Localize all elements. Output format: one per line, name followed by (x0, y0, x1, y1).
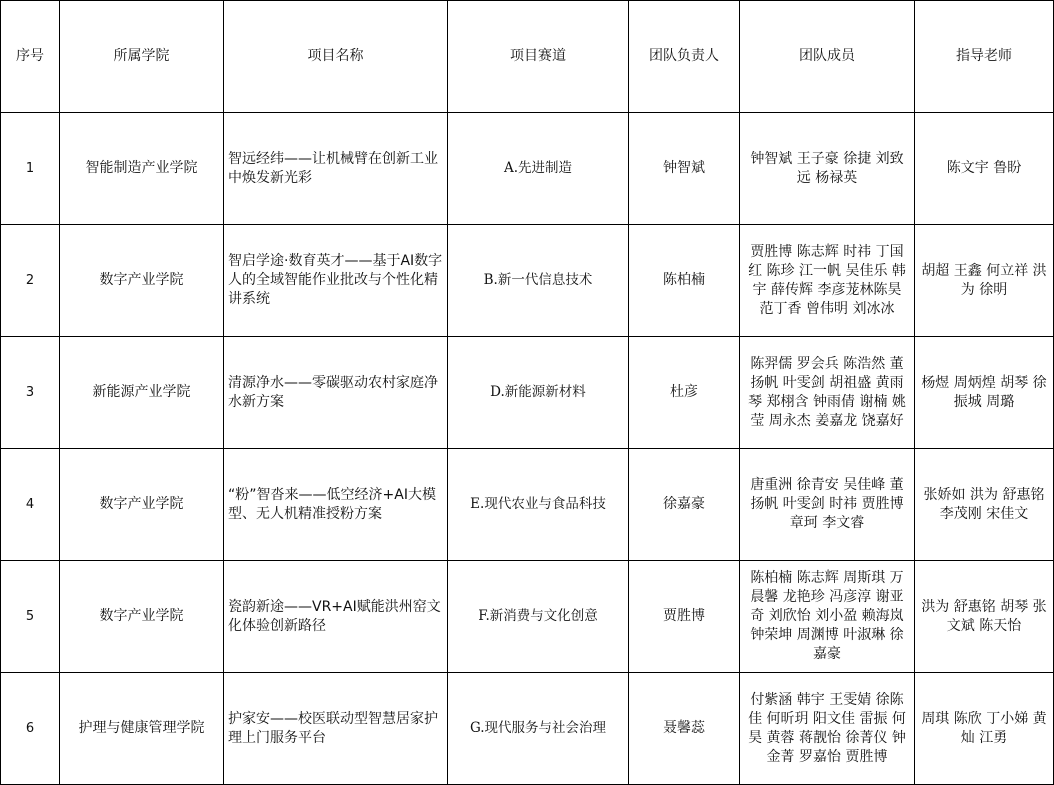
seq-cell: 6 (1, 673, 60, 785)
members-cell: 陈羿儒 罗会兵 陈浩然 董扬帆 叶雯剑 胡祖盛 黄雨琴 郑栩含 钟雨倩 谢楠 姚莹 周永杰 姜嘉龙 饶嘉好 (740, 337, 915, 449)
seq-cell: 1 (1, 113, 60, 225)
seq-cell: 4 (1, 449, 60, 561)
table-row (1, 561, 1054, 673)
leader-cell: 钟智斌 (629, 113, 740, 225)
members-cell: 唐重洲 徐青安 吴佳峰 董扬帆 叶雯剑 时祎 贾胜博 章珂 李文睿 (740, 449, 915, 561)
advisors-cell: 周琪 陈欣 丁小娣 黄灿 江勇 (915, 673, 1054, 785)
header-track: 项目赛道 (448, 1, 629, 113)
track-cell: F.新消费与文化创意 (448, 561, 629, 673)
project-name-cell: “粉”智沓来——低空经济+AI大模型、无人机精准授粉方案 (224, 449, 448, 561)
header-seq: 序号 (1, 1, 60, 113)
track-cell: D.新能源新材料 (448, 337, 629, 449)
advisors-cell: 陈文宇 鲁盼 (915, 113, 1054, 225)
leader-cell: 陈柏楠 (629, 225, 740, 337)
members-cell: 贾胜博 陈志辉 时祎 丁国红 陈珍 江一帆 吴佳乐 韩宇 薛传辉 李彦茏林陈昊 范丁香 曾伟明 刘冰冰 (740, 225, 915, 337)
members-cell: 陈柏楠 陈志辉 周斯琪 万晨馨 龙艳珍 冯彦淳 谢亚奇 刘欣怡 刘小盈 赖海岚 钟荣坤 周渊博 叶淑琳 徐嘉豪 (740, 561, 915, 673)
college-cell: 智能制造产业学院 (60, 113, 224, 225)
seq-cell: 5 (1, 561, 60, 673)
leader-cell: 徐嘉豪 (629, 449, 740, 561)
college-cell: 数字产业学院 (60, 561, 224, 673)
header-members: 团队成员 (740, 1, 915, 113)
table-row (1, 673, 1054, 785)
advisors-cell: 张娇如 洪为 舒惠铭 李茂刚 宋佳文 (915, 449, 1054, 561)
table-row (1, 337, 1054, 449)
table-row (1, 225, 1054, 337)
header-advisors: 指导老师 (915, 1, 1054, 113)
members-cell: 付紫涵 韩宇 王雯婧 徐陈佳 何昕玥 阳文佳 雷振 何昊 黄蓉 蒋靓怡 徐菁仪 钟金菁 罗嘉怡 贾胜博 (740, 673, 915, 785)
header-row (1, 1, 1054, 113)
leader-cell: 贾胜博 (629, 561, 740, 673)
college-cell: 数字产业学院 (60, 225, 224, 337)
track-cell: A.先进制造 (448, 113, 629, 225)
header-college: 所属学院 (60, 1, 224, 113)
header-project-name: 项目名称 (224, 1, 448, 113)
project-name-cell: 智远经纬——让机械臂在创新工业中焕发新光彩 (224, 113, 448, 225)
track-cell: G.现代服务与社会治理 (448, 673, 629, 785)
project-name-cell: 护家安——校医联动型智慧居家护理上门服务平台 (224, 673, 448, 785)
header-leader: 团队负责人 (629, 1, 740, 113)
table-row (1, 113, 1054, 225)
project-name-cell: 清源净水——零碳驱动农村家庭净水新方案 (224, 337, 448, 449)
track-cell: E.现代农业与食品科技 (448, 449, 629, 561)
members-cell: 钟智斌 王子豪 徐捷 刘致远 杨禄英 (740, 113, 915, 225)
project-name-cell: 瓷韵新途——VR+AI赋能洪州窑文化体验创新路径 (224, 561, 448, 673)
leader-cell: 杜彦 (629, 337, 740, 449)
seq-cell: 2 (1, 225, 60, 337)
project-name-cell: 智启学途·数育英才——基于AI数字人的全域智能作业批改与个性化精讲系统 (224, 225, 448, 337)
advisors-cell: 洪为 舒惠铭 胡琴 张文斌 陈天怡 (915, 561, 1054, 673)
college-cell: 护理与健康管理学院 (60, 673, 224, 785)
advisors-cell: 胡超 王鑫 何立祥 洪为 徐明 (915, 225, 1054, 337)
college-cell: 新能源产业学院 (60, 337, 224, 449)
seq-cell: 3 (1, 337, 60, 449)
track-cell: B.新一代信息技术 (448, 225, 629, 337)
leader-cell: 聂馨蕊 (629, 673, 740, 785)
table-row (1, 449, 1054, 561)
advisors-cell: 杨煜 周炳煌 胡琴 徐振城 周璐 (915, 337, 1054, 449)
college-cell: 数字产业学院 (60, 449, 224, 561)
